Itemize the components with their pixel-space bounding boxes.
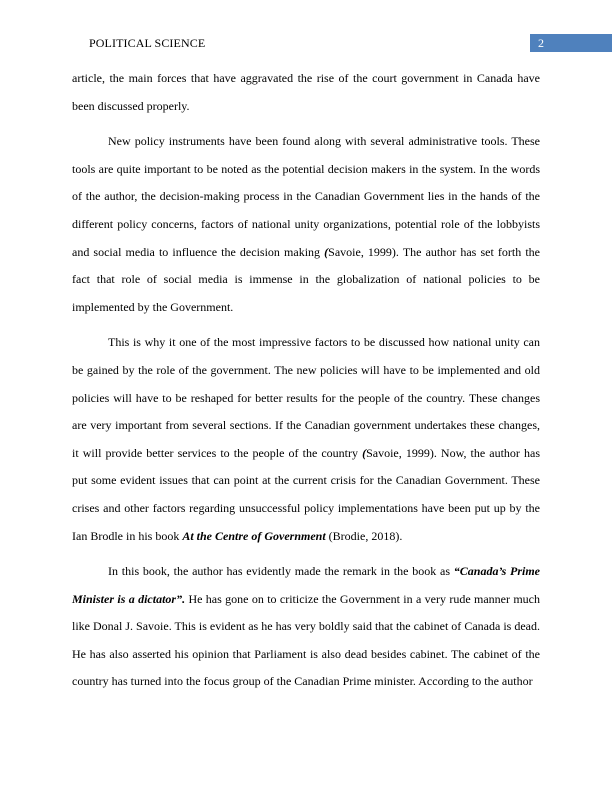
paragraph-3-text-a: This is why it one of the most impressive factors to be discussed how national unity can be gained by the role of the government. The new policies will have to be implemented and old policies will have to be reshaped for better results for the people of the country. These changes are very important from several sections. If the Canadian government undertakes these changes, it will provide better services to the people of the country [72, 335, 540, 460]
paragraph-1-text: article, the main forces that have aggravated the rise of the court government in Canada have been discussed properly. [72, 71, 540, 113]
page-number-box [530, 34, 612, 52]
body-text [72, 65, 540, 696]
page-number: 2 [538, 36, 544, 50]
paragraph-3-text-c: (Brodie, 2018). [325, 528, 403, 543]
running-head-title: POLITICAL SCIENCE [89, 36, 206, 50]
book-title: At the Centre of Government [182, 528, 326, 543]
paragraph-2-citation-text: Savoie, 1999). The author has set forth the fact that role of social media is immense in the globalization of national policies to be implemented by the Government. [72, 244, 540, 314]
paragraph-4 [72, 558, 540, 696]
quote: “Canada’s Prime Minister is a dictator”. [72, 564, 541, 606]
paragraph-3 [72, 329, 540, 550]
paragraph-3-text-b: Savoie, 1999). Now, the author has put some evident issues that can point at the current crisis for the Canadian Government. These crises and other factors regarding unsuccessful policy implementations have been put up by the Ian Brodle in his book [72, 445, 540, 543]
paragraph-1 [72, 65, 540, 120]
paragraph-2-text: New policy instruments have been found along with several administrative tools. These tools are quite important to be noted as the potential decision makers in the system. In the words of the author, the decision-making process in the Canadian Government lies in the hands of the different policy concerns, factors of national unity organizations, potential role of the lobbyists and social media to influence the decision making [72, 134, 540, 259]
citation-open-paren: ( [324, 244, 329, 259]
citation-open-paren: ( [362, 445, 367, 460]
paragraph-2 [72, 128, 540, 321]
paragraph-4-text-b: He has gone on to criticize the Government in a very rude manner much like Donal J. Savoie. This is evident as he has very boldly said that the cabinet of Canada is dead. He has also asserted his opinion that Parliament is also dead besides cabinet. The cabinet of the country has turned into the focus group of the Canadian Prime minister. According to the author [72, 591, 540, 689]
paragraph-4-text-a: In this book, the author has evidently made the remark in the book as [108, 564, 454, 579]
